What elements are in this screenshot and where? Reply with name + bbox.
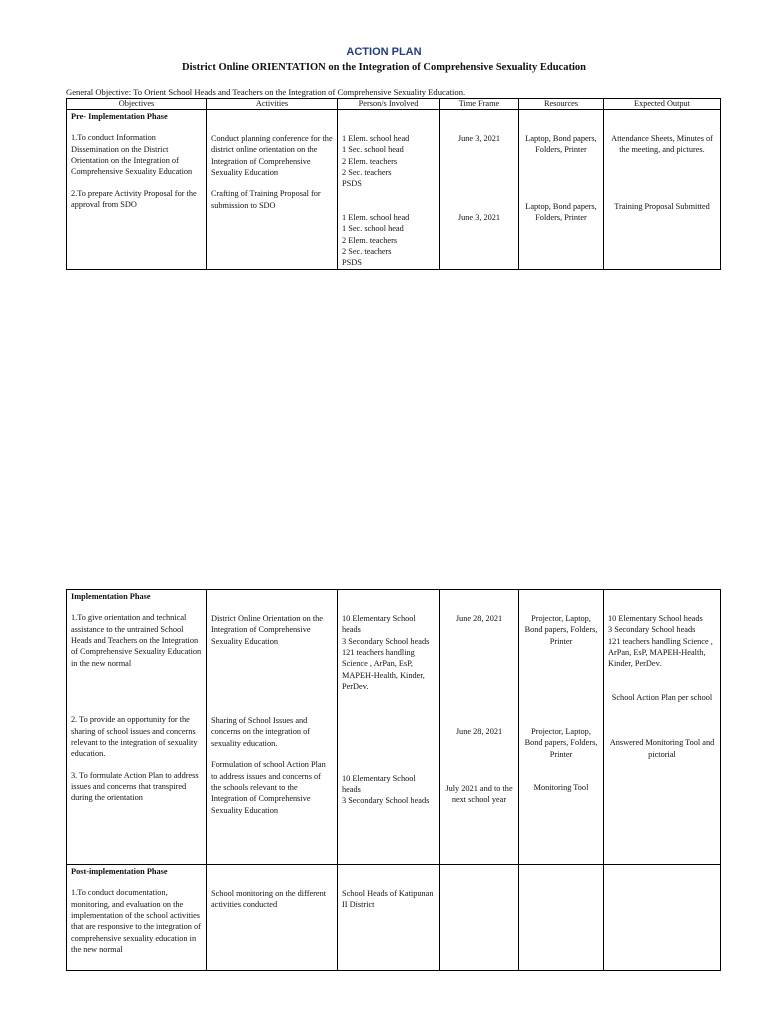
cell-expected-output [604,865,721,971]
cell-expected-output [604,590,721,865]
document-subtitle: District Online ORIENTATION on the Integration of Comprehensive Sexuality Education [182,62,586,73]
action-plan-table-pre [66,98,721,270]
cell-resources [519,865,604,971]
document-title: ACTION PLAN [346,46,422,58]
cell-objective [67,110,207,270]
time-frame-text: June 3, 2021 [457,134,501,143]
objective-text: 1.To conduct documentation, monitoring, and evaluation on the implementation of the school activities that are responsive to the integration of comprehensive sexuality education in the new normal [71,888,201,955]
resources-text: Projector, Laptop, Bond papers, Folders, Printer [524,727,598,759]
general-objective: General Objective: To Orient School Heads and Teachers on the Integration of Comprehensive Sexuality Education. [66,87,466,97]
activity-text: District Online Orientation on the Integration of Comprehensive Sexuality Education [211,614,323,646]
time-frame-text: June 3, 2021 [457,213,501,223]
table-row [67,110,721,270]
column-header-objectives: Objectives [67,99,207,110]
action-plan-table-implementation [66,589,721,971]
expected-output-text: Training Proposal Submitted [614,201,710,211]
expected-output-text: Attendance Sheets, Minutes of the meeting, and pictures. [611,134,713,155]
time-frame-text: June 28, 2021 [455,614,503,623]
persons-text: 10 Elementary School heads 3 Secondary School heads [342,773,430,806]
cell-time-frame [440,590,519,865]
cell-time-frame [440,110,519,270]
persons-text: 10 Elementary School heads 3 Secondary School heads 121 teachers handling Science , ArPan, EsP, MAPEH-Health, Kinder, PerDev. [342,614,430,692]
persons-text: 1 Elem. school head 1 Sec. school head 2 Elem. teachers 2 Sec. teachers PSDS [342,212,410,268]
expected-output-text: School Action Plan per school [611,692,713,702]
resources-text: Projector, Laptop, Bond papers, Folders, Printer [524,614,598,646]
cell-resources [519,590,604,865]
table-header-row [67,99,721,110]
cell-objective [67,590,207,865]
expected-output-text: Answered Monitoring Tool and pictorial [609,738,715,759]
resources-text: Laptop, Bond papers, Folders, Printer [525,134,597,155]
activity-text: Formulation of school Action Plan to address issues and concerns of the schools relevant to the Integration of Comprehensive Sexuality Education [211,760,326,815]
phase-heading: Pre- Implementation Phase [71,112,168,121]
column-header-persons: Person/s Involved [338,99,440,110]
column-header-activities: Activities [207,99,338,110]
phase-heading: Implementation Phase [71,592,151,601]
activity-text: Sharing of School Issues and concerns on the integration of sexuality education. [211,716,311,748]
cell-activity [207,590,338,865]
cell-expected-output [604,110,721,270]
objective-text: 1.To conduct Information Dissemination on the District Orientation on the Integration of Comprehensive Sexuality Education [71,133,193,177]
column-header-time-frame: Time Frame [440,99,519,110]
expected-output-text: 10 Elementary School heads 3 Secondary School heads 121 teachers handling Science , ArPan, EsP, MAPEH-Health, Kinder, PerDev. [608,614,713,669]
objective-text: 1.To give orientation and technical assistance to the untrained School Heads and Teachers on the Integration of Comprehensive Sexuality Education in the new normal [71,613,202,668]
cell-activity [207,110,338,270]
activity-text: Conduct planning conference for the district online orientation on the Integration of Comprehensive Sexuality Education [211,134,333,178]
cell-activity [207,865,338,971]
cell-resources [519,110,604,270]
persons-text: School Heads of Katipunan II District [342,889,434,910]
table-row [67,865,721,971]
persons-text: 1 Elem. school head 1 Sec. school head 2 Elem. teachers 2 Sec. teachers PSDS [342,134,410,189]
cell-persons [338,590,440,865]
objective-text: 3. To formulate Action Plan to address issues and concerns that transpired during the orientation [71,770,199,803]
table-row [67,590,721,865]
activity-text: School monitoring on the different activities conducted [211,889,327,910]
time-frame-text: July 2021 and to the next school year [445,783,513,805]
cell-persons [338,865,440,971]
cell-objective [67,865,207,971]
resources-text: Laptop, Bond papers, Folders, Printer [525,201,597,223]
resources-text: Monitoring Tool [533,783,589,793]
cell-time-frame [440,865,519,971]
time-frame-text: June 28, 2021 [455,727,503,737]
phase-heading: Post-implementation Phase [71,867,168,876]
objective-text: 2. To provide an opportunity for the sharing of school issues and concerns relevant to the integration of sexuality education. [71,715,198,759]
column-header-resources: Resources [519,99,604,110]
cell-persons [338,110,440,270]
objective-text: 2.To prepare Activity Proposal for the approval from SDO [71,188,197,210]
column-header-expected-output: Expected Output [604,99,721,110]
activity-text: Crafting of Training Proposal for submission to SDO [211,189,321,210]
